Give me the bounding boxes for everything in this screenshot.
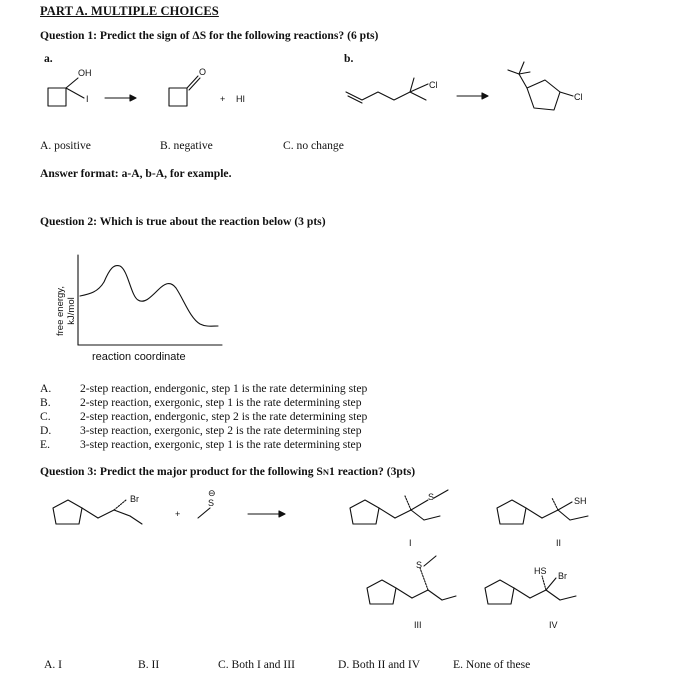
y-axis-label-line1: free energy, [55, 286, 66, 336]
q1-choice-b: B. negative [160, 139, 213, 152]
q2-option-text-a: 2-step reaction, endergonic, step 1 is the rate determining step [80, 382, 368, 395]
br-label-product-4: Br [558, 571, 567, 581]
cyclopentane-product-4 [485, 580, 514, 604]
plus-sign-q3: + [175, 509, 181, 519]
section-heading: PART A. MULTIPLE CHOICES [40, 4, 219, 18]
q2-option-letter-b: B. [40, 396, 51, 409]
x-axis-label: reaction coordinate [92, 351, 186, 363]
s-label-product-3: S [416, 560, 423, 570]
q2-option-text-b: 2-step reaction, exergonic, step 1 is the rate determining step [80, 396, 362, 409]
q3-choice-a: A. I [44, 658, 63, 671]
hs-label-product-4: HS [534, 566, 547, 576]
q2-option-letter-e: E. [40, 438, 50, 451]
iodine-label: I [86, 94, 89, 104]
product-label-1: I [409, 538, 412, 548]
thiolate-s-label: S [208, 498, 215, 508]
q1-part-b-label: b. [344, 52, 354, 65]
q3-choice-c: C. Both I and III [218, 658, 295, 671]
chlorine-label-product: Cl [574, 92, 583, 102]
product-label-3: III [414, 620, 422, 630]
product-label-2: II [556, 538, 562, 548]
q2-option-letter-a: A. [40, 382, 52, 395]
cyclopentane-product-1 [350, 500, 379, 524]
cyclopentane-reactant [53, 500, 82, 524]
chlorine-label-reactant: Cl [429, 80, 438, 90]
q1-choice-a: A. positive [40, 139, 91, 152]
q1-part-a-label: a. [44, 52, 53, 65]
product-label-4: IV [549, 620, 558, 630]
y-axis-label-line2: kJ/mol [66, 297, 77, 325]
q2-option-text-d: 3-step reaction, exergonic, step 2 is the rate determining step [80, 424, 362, 437]
q3-title-end: 1 reaction? (3pts) [329, 465, 416, 478]
q2-option-letter-d: D. [40, 424, 52, 437]
oh-label: OH [78, 68, 92, 78]
question-2-title: Question 2: Which is true about the reaction below (3 pts) [40, 215, 326, 228]
bond-to-sh-product-2 [558, 502, 572, 510]
q3-choice-e: E. None of these [453, 658, 531, 671]
q2-option-text-c: 2-step reaction, endergonic, step 2 is the rate determining step [80, 410, 368, 423]
q1-choice-c: C. no change [283, 139, 344, 152]
cyclopentane-product-2 [497, 500, 526, 524]
hi-label: HI [236, 94, 245, 104]
cyclopentane-product-3 [367, 580, 396, 604]
sh-label-product-2: SH [574, 496, 587, 506]
q1-answer-format: Answer format: a-A, b-A, for example. [40, 167, 232, 180]
plus-sign-a: + [220, 94, 226, 104]
q3-choice-d: D. Both II and IV [338, 658, 421, 671]
q2-option-letter-c: C. [40, 410, 51, 423]
thiolate-minus-charge: ⊖ [208, 488, 216, 498]
oxygen-label: O [199, 67, 207, 77]
br-label-reactant: Br [130, 494, 139, 504]
q2-option-text-e: 3-step reaction, exergonic, step 1 is the rate determining step [80, 438, 362, 451]
q3-title-subscript: N [322, 467, 329, 477]
q3-title-main: Question 3: Predict the major product for the following S [40, 465, 323, 478]
wedge-to-br [114, 500, 126, 510]
s-label-product-1: S [428, 492, 435, 502]
question-1-title: Question 1: Predict the sign of ΔS for the following reactions? (6 pts) [40, 29, 379, 42]
q3-choice-b: B. II [138, 658, 160, 671]
